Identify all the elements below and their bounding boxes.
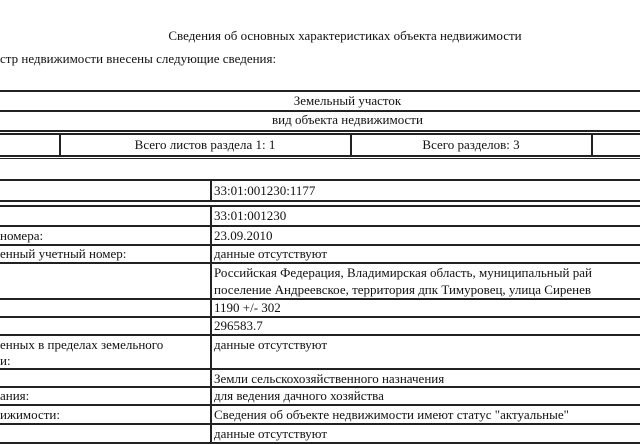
document-title: Сведения об основных характеристиках объекта недвижимости: [168, 28, 522, 43]
divider: [0, 298, 640, 300]
row-label: ижимости:: [0, 407, 60, 422]
divider: [0, 423, 640, 425]
divider: [0, 158, 640, 159]
divider: [591, 133, 593, 155]
divider: [0, 205, 640, 207]
address-line-2: поселение Андреевское, территория дпк Тимуровец, улица Сиренев: [214, 282, 592, 297]
divider: [210, 179, 212, 201]
row-value: 23.09.2010: [214, 228, 273, 243]
divider: [0, 133, 640, 135]
object-type-caption: вид объекта недвижимости: [272, 112, 423, 127]
row-label: енный учетный номер:: [0, 246, 127, 261]
divider: [0, 316, 640, 318]
divider: [0, 442, 640, 444]
row-value: данные отсутствуют: [214, 426, 328, 441]
divider: [0, 404, 640, 406]
land-category: Земли сельскохозяйственного назначения: [214, 371, 445, 386]
divider: [0, 334, 640, 336]
object-type: Земельный участок: [293, 93, 402, 108]
cadastral-number: 33:01:001230:1177: [214, 183, 316, 198]
permitted-use: для ведения дачного хозяйства: [214, 388, 384, 403]
divider: [0, 200, 640, 202]
divider: [0, 225, 640, 227]
row-label: ания:: [0, 388, 30, 403]
divider: [0, 368, 640, 370]
row-value: 33:01:001230: [214, 208, 287, 223]
divider: [0, 179, 640, 181]
column-divider: [210, 205, 212, 444]
cadastral-value: 296583.7: [214, 318, 263, 333]
row-value: данные отсутствуют: [214, 337, 328, 352]
sheets-in-section: Всего листов раздела 1: 1: [134, 137, 276, 152]
divider: [0, 262, 640, 264]
divider: [0, 130, 640, 132]
divider: [0, 90, 640, 92]
row-label: енных в пределах земельного: [0, 337, 164, 352]
total-sections: Всего разделов: 3: [422, 137, 520, 152]
divider: [0, 155, 640, 157]
row-label: номера:: [0, 228, 44, 243]
address-line-1: Российская Федерация, Владимирская область, муниципальный рай: [214, 265, 592, 280]
row-label: и:: [0, 353, 11, 368]
status-value: Сведения об объекте недвижимости имеют статус "актуальные": [214, 407, 569, 422]
intro-text: стр недвижимости внесены следующие сведения:: [0, 51, 277, 66]
row-value: данные отсутствуют: [214, 246, 328, 261]
area-value: 1190 +/- 302: [214, 300, 281, 315]
